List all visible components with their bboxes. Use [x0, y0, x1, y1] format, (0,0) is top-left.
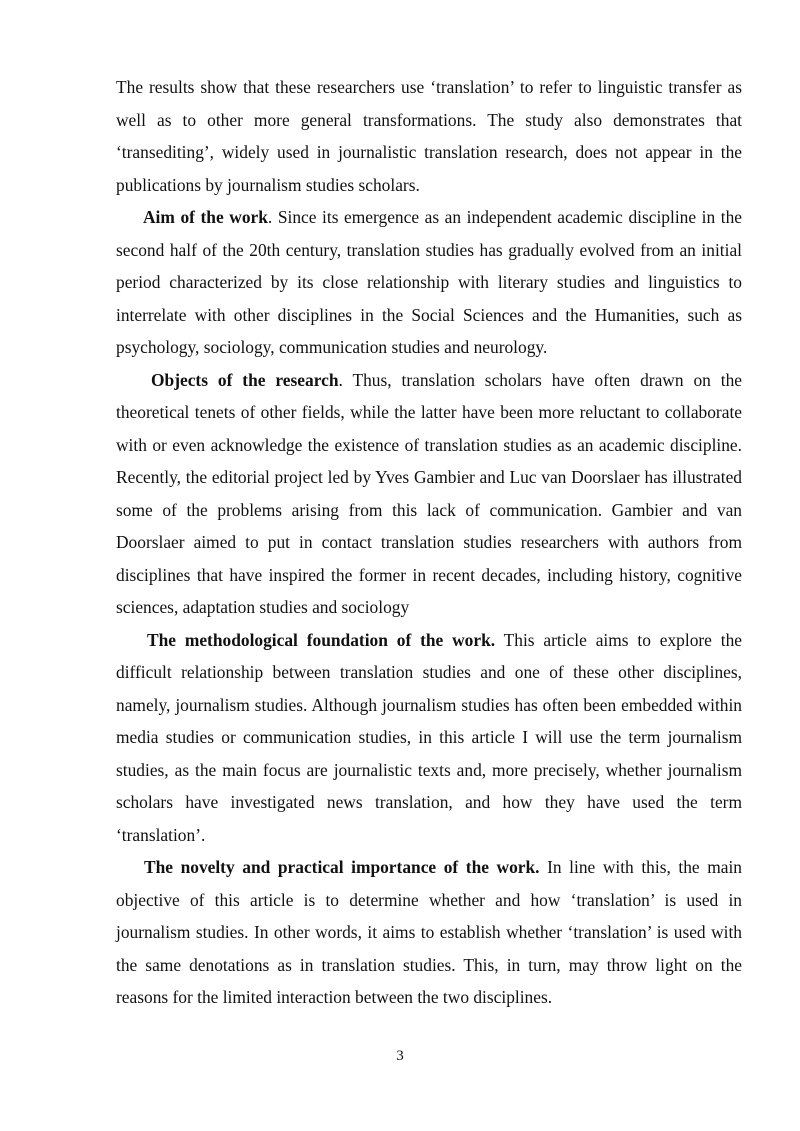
paragraph-heading: The methodological foundation of the work.: [147, 629, 496, 650]
paragraph-aim: [116, 201, 742, 364]
paragraph-text: The results show that these researchers use ‘translation’ to refer to linguistic transfer as well as to other more general transformations. The study also demonstrates that ‘transediting’, widely used in journalistic translation research, does not appear in the publications by journalism studies scholars.: [116, 77, 742, 195]
paragraph-heading: Aim of the work: [143, 207, 268, 227]
paragraph-text: . Since its emergence as an independent academic discipline in the second half of the 20th century, translation studies has gradually evolved from an initial period characterized by its close relationship with literary studies and linguistics to interrelate with other disciplines in the Social Sciences and the Humanities, such as psychology, sociology, communication studies and neurology.: [116, 207, 743, 357]
paragraph-methodology: [116, 624, 742, 852]
paragraph-text: . Thus, translation scholars have often drawn on the theoretical tenets of other fields, while the latter have been more reluctant to collaborate with or even acknowledge the existence of translation studies as an academic discipline. Recently, the editorial project led by Yves Gambier and Luc van Doorslaer has illustrated some of the problems arising from this lack of communication. Gambier and van Doorslaer aimed to put in contact translation studies researchers with authors from disciplines that have inspired the former in recent decades, including history, cognitive sciences, adaptation studies and sociology: [116, 369, 742, 617]
paragraph-objects: [116, 364, 742, 624]
paragraph-novelty: [116, 851, 742, 1014]
paragraph-text: This article aims to explore the difficult relationship between translation studies and one of these other disciplines, namely, journalism studies. Although journalism studies has often been embedded within media studies or communication studies, in this article I will use the term journalism studies, as the main focus are journalistic texts and, more precisely, whether journalism scholars have investigated news translation, and how they have used the term ‘translation’.: [116, 629, 742, 845]
body-text: [116, 71, 742, 1014]
paragraph-heading: Objects of the research: [151, 369, 339, 390]
page-number: 3: [396, 1048, 404, 1064]
paragraph-text: In line with this, the main objective of this article is to determine whether and how ‘translation’ is used in journalism studies. In other words, it aims to establish whether ‘translation’ is used with the same denotations as in translation studies. This, in turn, may throw light on the reasons for the limited interaction between the two disciplines.: [116, 857, 742, 1007]
paragraph-results: [116, 71, 742, 201]
paragraph-heading: The novelty and practical importance of the work.: [144, 857, 540, 877]
